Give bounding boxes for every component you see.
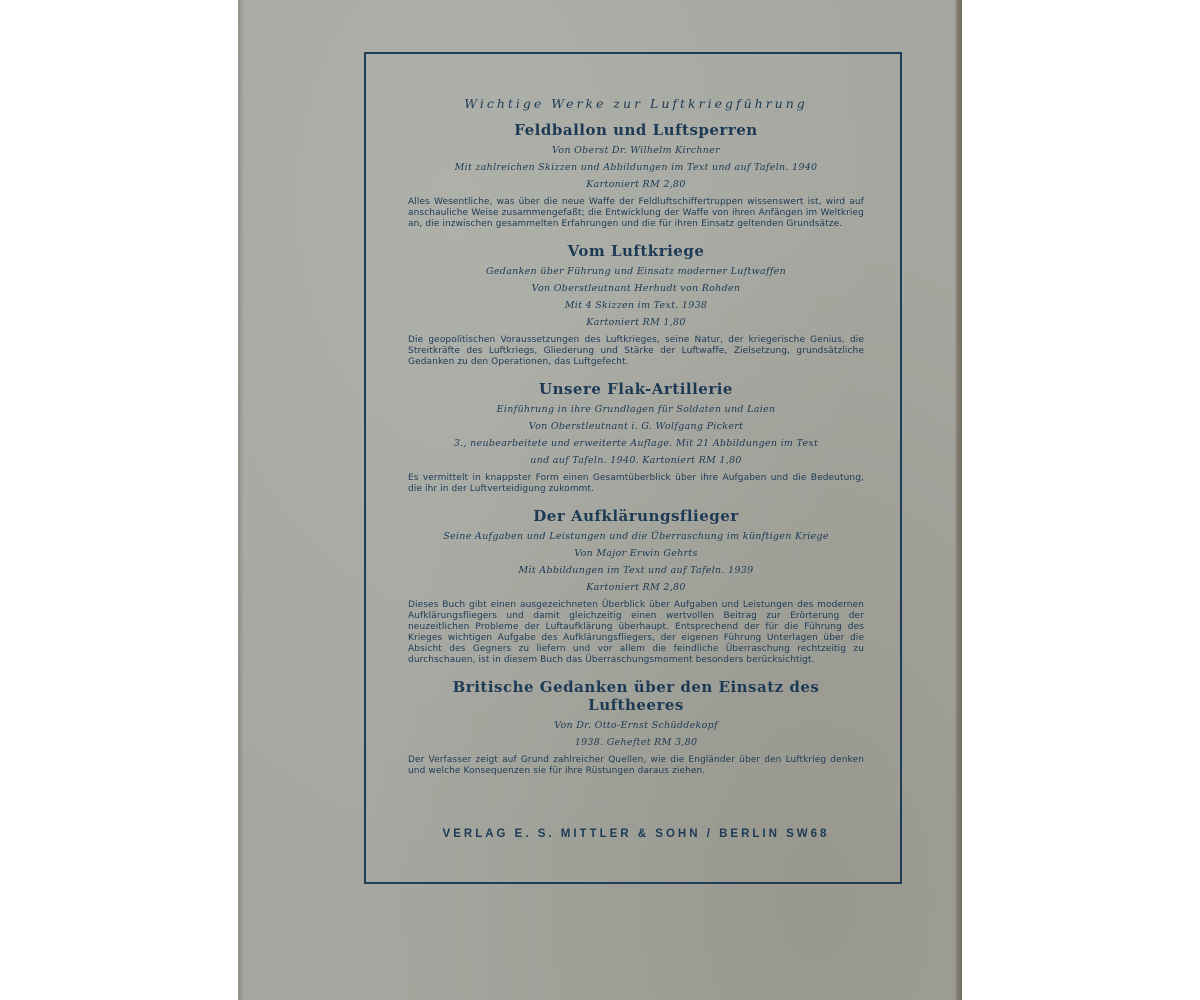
book-author: Von Major Erwin Gehrts <box>574 548 698 559</box>
book-entry-britische-gedanken <box>408 678 864 777</box>
book-description: Der Verfasser zeigt auf Grund zahlreicher Quellen, wie die Engländer über den Luftkrieg denken und welche Konsequenzen sie für ihre Rüstungen daraus ziehen. <box>408 755 864 776</box>
book-details: Mit Abbildungen im Text und auf Tafeln. 1939 <box>518 565 754 576</box>
book-title: Vom Luftkriege <box>567 242 705 260</box>
book-title: Britische Gedanken über den Einsatz des Luftheeres <box>452 678 820 714</box>
book-entry-aufklaerungsflieger <box>408 507 864 666</box>
book-author: Von Oberstleutnant Herhudt von Rohden <box>531 283 741 294</box>
book-entry-vom-luftkriege <box>408 242 864 368</box>
book-list <box>408 96 864 789</box>
book-title: Feldballon und Luftsperren <box>514 121 758 139</box>
book-subtitle: Einführung in ihre Grundlagen für Soldaten und Laien <box>496 404 776 415</box>
book-price: und auf Tafeln. 1940. Kartoniert RM 1,80 <box>530 455 742 466</box>
book-price: Kartoniert RM 2,80 <box>586 179 686 190</box>
book-price: Kartoniert RM 2,80 <box>586 582 686 593</box>
book-description: Alles Wesentliche, was über die neue Waffe der Feldluftschiffertruppen wissenswert ist, wird auf anschauliche Weise zusammengefaßt; die Entwicklung der Waffe von ihren Anfängen im Weltkrieg an, die inzwischen gesammelten Erfahrungen und die für ihren Einsatz geltenden Grundsätze. <box>408 197 864 229</box>
book-subtitle: Seine Aufgaben und Leistungen und die Überraschung im künftigen Kriege <box>443 531 829 542</box>
book-author: Von Dr. Otto-Ernst Schüddekopf <box>554 720 718 731</box>
book-description: Die geopolitischen Voraussetzungen des Luftkrieges, seine Natur, der kriegerische Genius, die Streitkräfte des Luftkriegs, Gliederung und Stärke der Luftwaffe, Zielsetzung, grundsätzliche Gedanken zu den Operationen, das Luftgefecht. <box>408 335 864 367</box>
book-entry-feldballon <box>408 121 864 230</box>
book-details: Mit 4 Skizzen im Text. 1938 <box>564 300 708 311</box>
book-price: 1938. Geheftet RM 3,80 <box>574 737 698 748</box>
page-heading: Wichtige Werke zur Luftkriegführung <box>464 96 808 111</box>
book-description: Es vermittelt in knappster Form einen Gesamtüberblick über ihre Aufgaben und die Bedeutung, die ihr in der Luftverteidigung zukommt. <box>408 473 864 494</box>
book-subtitle: Gedanken über Führung und Einsatz moderner Luftwaffen <box>486 266 786 277</box>
book-details: Mit zahlreichen Skizzen und Abbildungen im Text und auf Tafeln. 1940 <box>454 162 818 173</box>
book-author: Von Oberstleutnant i. G. Wolfgang Pickert <box>528 421 744 432</box>
cover-edge <box>956 0 962 1000</box>
book-details: 3., neubearbeitete und erweiterte Auflage. Mit 21 Abbildungen im Text <box>453 438 819 449</box>
book-description: Dieses Buch gibt einen ausgezeichneten Überblick über Aufgaben und Leistungen des modernen Aufklärungsfliegers und damit gleichzeitig einen wertvollen Beitrag zur Erörterung der neuzeitlichen Probleme der Luftaufklärung überhaupt. Entsprechend der für die Führung des Krieges wichtigen Aufgabe des Aufklärungsfliegers, der eigenen Führung Unterlagen über die Absicht des Gegners zu liefern und vor allem die feindliche Überraschung rechtzeitig zu durchschauen, ist in diesem Buch das Überraschungsmoment besonders berücksichtigt. <box>408 600 864 665</box>
book-author: Von Oberst Dr. Wilhelm Kirchner <box>552 145 720 156</box>
book-entry-flak-artillerie <box>408 380 864 495</box>
book-title: Unsere Flak-Artillerie <box>539 380 733 398</box>
book-price: Kartoniert RM 1,80 <box>586 317 686 328</box>
publisher-imprint: VERLAG E. S. MITTLER & SOHN / BERLIN SW68 <box>442 828 830 840</box>
book-title: Der Aufklärungsflieger <box>533 507 739 525</box>
